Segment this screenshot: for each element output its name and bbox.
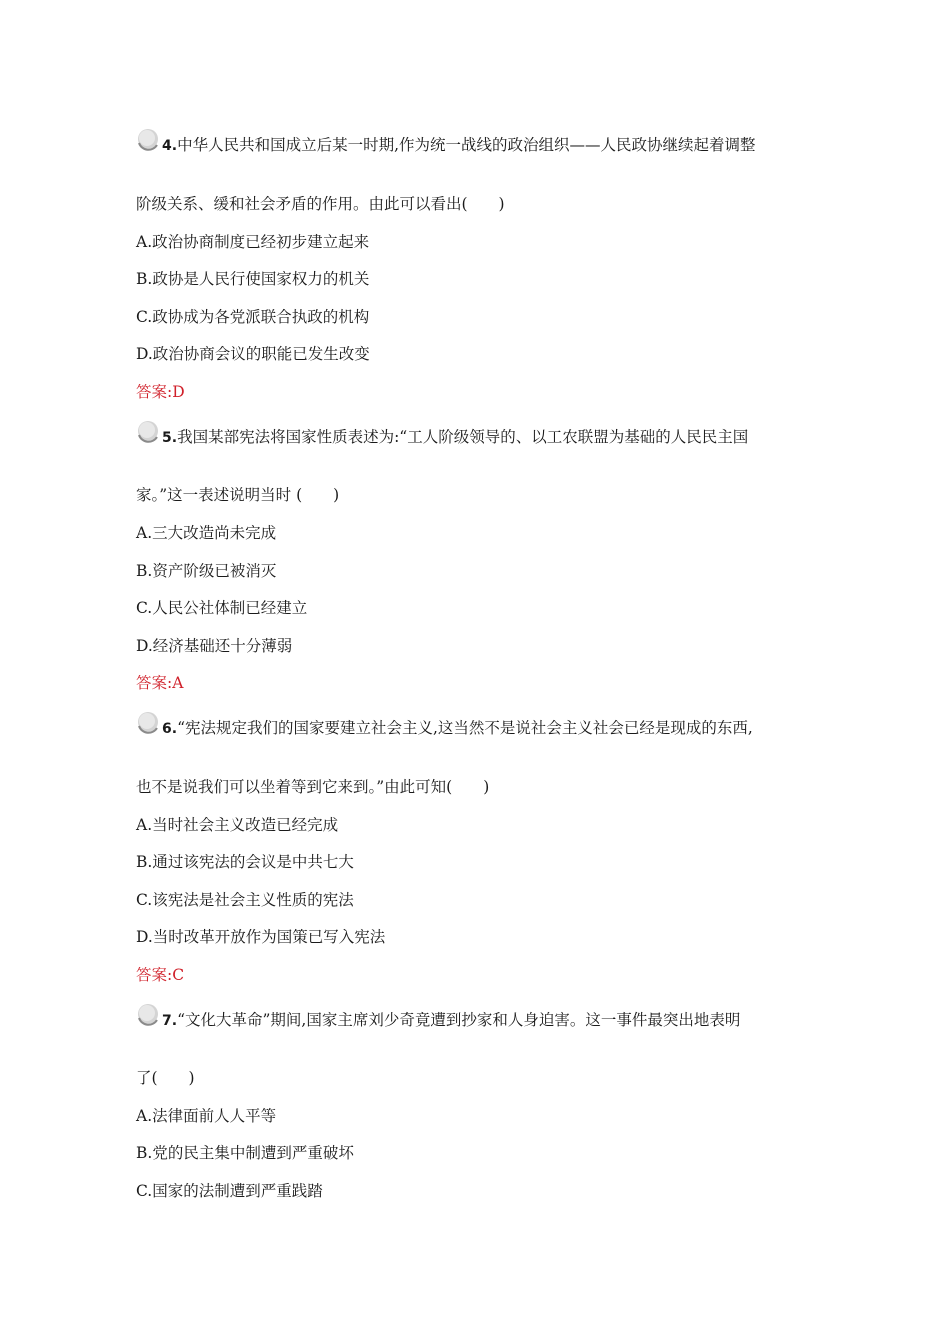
bullet-circle-icon	[136, 1002, 162, 1028]
answer-label: 答案:A	[136, 674, 184, 692]
question-text: “宪法规定我们的国家要建立社会主义,这当然不是说社会主义社会已经是现成的东西,	[177, 719, 753, 737]
answer-label: 答案:C	[136, 966, 185, 984]
option-a: A.当时社会主义改造已经完成	[136, 816, 339, 834]
question-number: 4.	[162, 138, 178, 154]
bullet-circle-icon	[136, 419, 162, 445]
option-a: A.法律面前人人平等	[136, 1107, 277, 1125]
bullet-circle-icon	[136, 710, 162, 736]
option-d: D.政治协商会议的职能已发生改变	[136, 345, 370, 363]
option-b: B.通过该宪法的会议是中共七大	[136, 853, 354, 871]
option-d: D.当时改革开放作为国策已写入宪法	[136, 928, 386, 946]
option-d: D.经济基础还十分薄弱	[136, 637, 293, 655]
question-number: 5.	[162, 430, 178, 446]
question-4-stem	[136, 135, 756, 156]
question-text: 中华人民共和国成立后某一时期,作为统一战线的政治组织——人民政协继续起着调整	[177, 136, 756, 154]
question-7-stem	[136, 1010, 740, 1031]
option-b: B.政协是人民行使国家权力的机关	[136, 270, 370, 288]
question-6-stem	[136, 718, 753, 739]
option-c: C.该宪法是社会主义性质的宪法	[136, 891, 354, 909]
option-c: C.国家的法制遭到严重践踏	[136, 1182, 323, 1200]
question-4-stem-cont: 阶级关系、缓和社会矛盾的作用。由此可以看出( )	[136, 195, 505, 213]
answer-label: 答案:D	[136, 383, 185, 401]
question-6-stem-cont: 也不是说我们可以坐着等到它来到。”由此可知( )	[136, 778, 490, 796]
option-c: C.人民公社体制已经建立	[136, 599, 308, 617]
question-5-stem	[136, 427, 748, 448]
question-number: 6.	[162, 721, 178, 737]
question-7-stem-cont: 了( )	[136, 1069, 195, 1087]
option-a: A.三大改造尚未完成	[136, 524, 277, 542]
question-text: 我国某部宪法将国家性质表述为:“工人阶级领导的、以工农联盟为基础的人民民主国	[177, 428, 749, 446]
option-b: B.资产阶级已被消灭	[136, 562, 277, 580]
option-c: C.政协成为各党派联合执政的机构	[136, 308, 370, 326]
bullet-circle-icon	[136, 127, 162, 153]
question-text: “文化大革命”期间,国家主席刘少奇竟遭到抄家和人身迫害。这一事件最突出地表明	[177, 1011, 741, 1029]
question-5-stem-cont: 家。”这一表述说明当时 ( )	[136, 486, 340, 504]
option-b: B.党的民主集中制遭到严重破坏	[136, 1144, 354, 1162]
question-number: 7.	[162, 1013, 178, 1029]
option-a: A.政治协商制度已经初步建立起来	[136, 233, 370, 251]
